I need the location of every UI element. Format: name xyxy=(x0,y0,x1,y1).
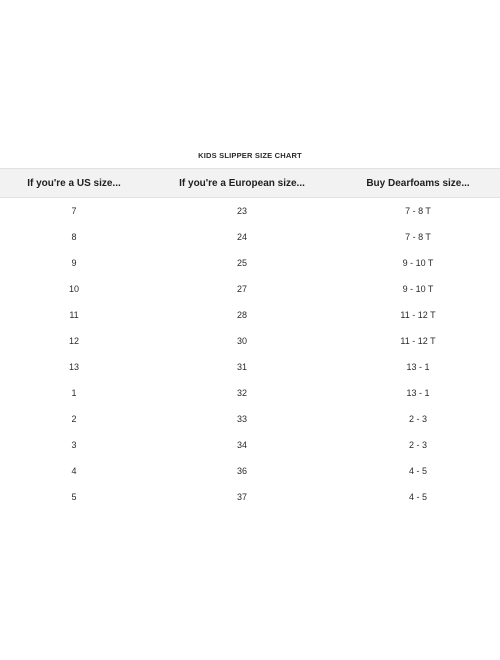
us-size-cell: 2 xyxy=(71,414,77,424)
us-size-cell: 9 xyxy=(71,258,77,268)
european-size-cell: 36 xyxy=(236,466,247,476)
dearfoams-size-cell: 7 - 8 T xyxy=(405,206,431,216)
dearfoams-size-cell: 11 - 12 T xyxy=(400,310,436,320)
european-size-cell: 24 xyxy=(236,232,247,242)
dearfoams-size-cell: 4 - 5 xyxy=(408,466,427,476)
table-row xyxy=(0,224,500,250)
table-row xyxy=(0,328,500,354)
table-row xyxy=(0,406,500,432)
us-size-cell: 12 xyxy=(68,336,79,346)
table-row xyxy=(0,432,500,458)
european-size-cell: 31 xyxy=(236,362,247,372)
us-size-cell: 4 xyxy=(71,466,77,476)
dearfoams-size-cell: 13 - 1 xyxy=(406,388,430,398)
european-size-cell: 27 xyxy=(236,284,247,294)
table-row xyxy=(0,198,500,224)
european-size-cell: 25 xyxy=(236,258,247,268)
european-size-cell: 28 xyxy=(236,310,247,320)
us-size-cell: 11 xyxy=(69,310,79,320)
us-size-cell: 13 xyxy=(68,362,79,372)
table-body xyxy=(0,198,500,510)
table-row xyxy=(0,250,500,276)
table-row xyxy=(0,458,500,484)
us-size-cell: 8 xyxy=(71,232,77,242)
header-us-size: If you're a US size... xyxy=(27,177,121,189)
us-size-cell: 7 xyxy=(71,206,77,216)
european-size-cell: 32 xyxy=(236,388,247,398)
european-size-cell: 37 xyxy=(236,492,247,502)
european-size-cell: 34 xyxy=(236,440,247,450)
table-row xyxy=(0,380,500,406)
table-row xyxy=(0,302,500,328)
dearfoams-size-cell: 11 - 12 T xyxy=(400,336,436,346)
table-header-row xyxy=(0,168,500,198)
chart-title: KIDS SLIPPER SIZE CHART xyxy=(198,151,302,160)
size-table xyxy=(0,168,500,510)
dearfoams-size-cell: 4 - 5 xyxy=(408,492,427,502)
table-row xyxy=(0,276,500,302)
us-size-cell: 3 xyxy=(71,440,77,450)
european-size-cell: 23 xyxy=(236,206,247,216)
dearfoams-size-cell: 9 - 10 T xyxy=(402,284,434,294)
dearfoams-size-cell: 7 - 8 T xyxy=(405,232,431,242)
table-row xyxy=(0,354,500,380)
header-european-size: If you're a European size... xyxy=(179,177,305,189)
header-dearfoams-size: Buy Dearfoams size... xyxy=(366,177,470,189)
us-size-cell: 1 xyxy=(71,388,77,398)
us-size-cell: 5 xyxy=(71,492,77,502)
dearfoams-size-cell: 2 - 3 xyxy=(408,414,427,424)
table-row xyxy=(0,484,500,510)
european-size-cell: 30 xyxy=(236,336,247,346)
european-size-cell: 33 xyxy=(236,414,247,424)
dearfoams-size-cell: 2 - 3 xyxy=(408,440,427,450)
dearfoams-size-cell: 9 - 10 T xyxy=(402,258,434,268)
us-size-cell: 10 xyxy=(68,284,79,294)
dearfoams-size-cell: 13 - 1 xyxy=(406,362,430,372)
